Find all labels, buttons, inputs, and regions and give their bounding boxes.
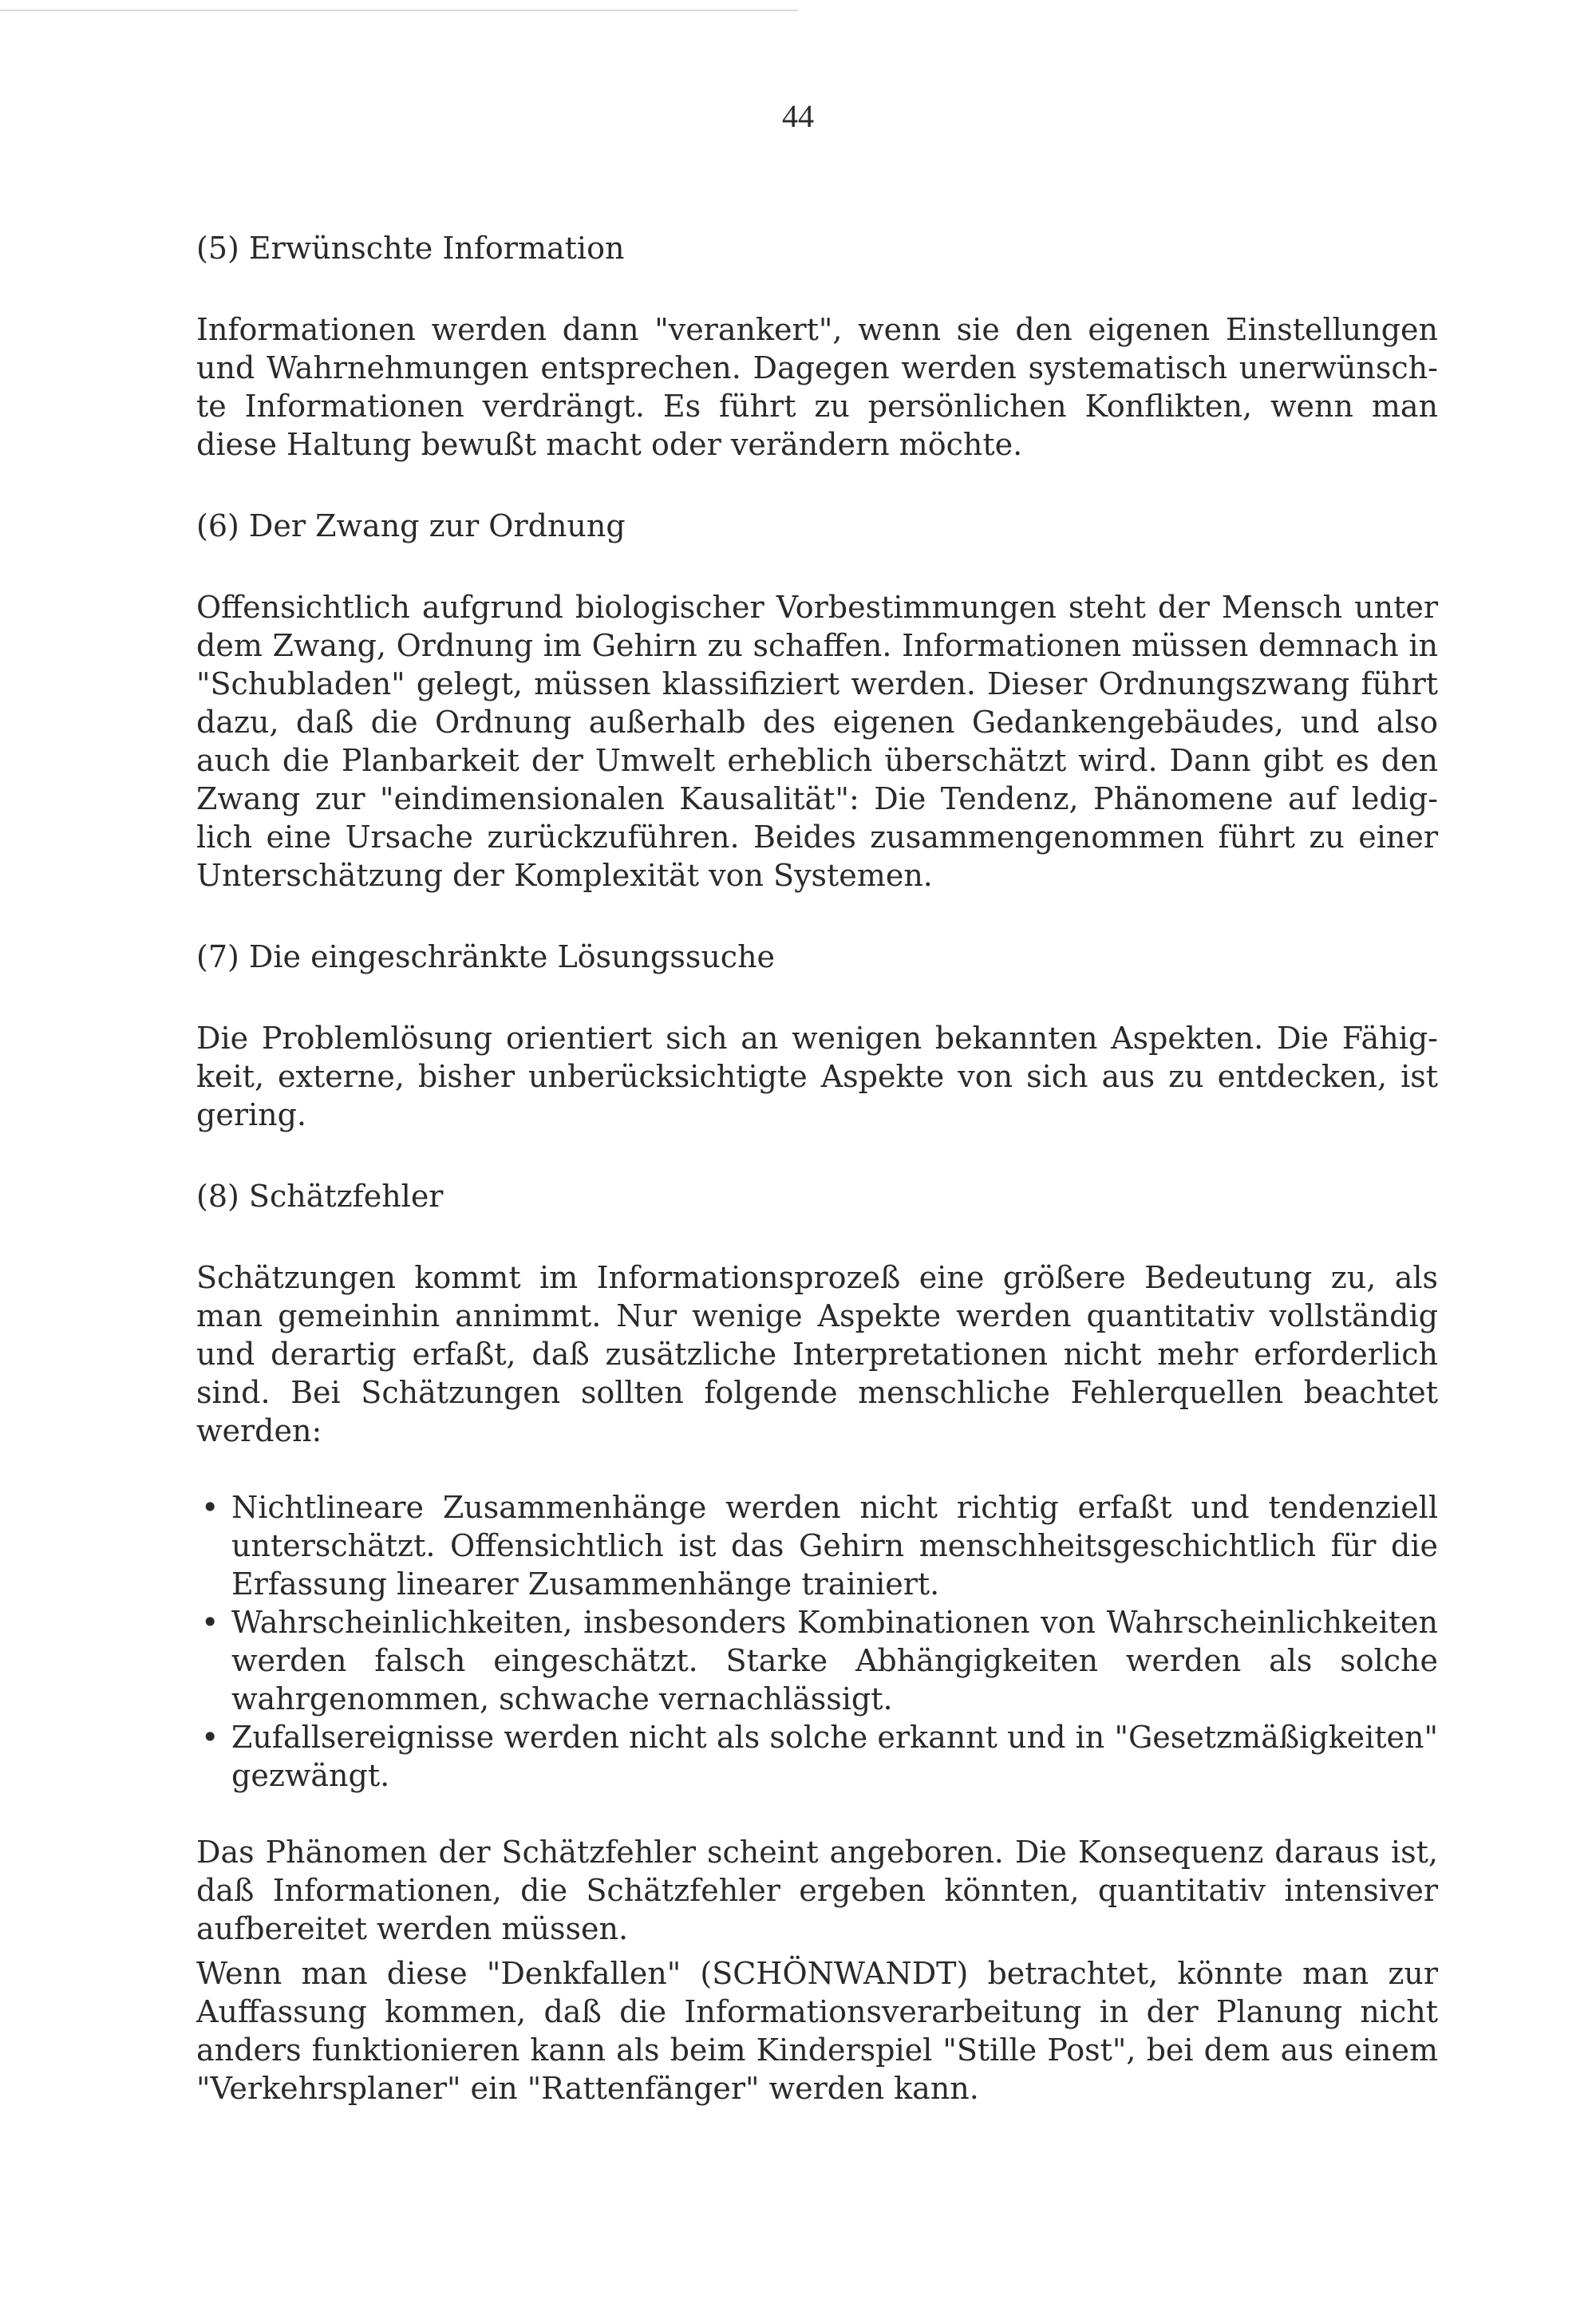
list-item-text: Nichtlineare Zusammenhänge werden nicht richtig erfaßt und tendenziell unterschätzt. Offensichtlich ist das Gehirn menschheitsgeschichtlich für die Erfassung linearer Zusammenhänge trainiert.	[231, 1490, 1438, 1602]
list-item	[196, 1488, 1438, 1603]
list-item	[196, 1718, 1438, 1795]
section-8-paragraph: Schätzungen kommt im Informationsprozeß eine größere Bedeutung zu, als man gemeinhin annimmt. Nur wenige Aspekte werden quantitativ vollständig und derartig erfaßt, daß zusätzliche Interpretationen nicht mehr erforderlich sind. Bei Schätzungen sollten folgende menschliche Fehlerquellen beachtet werden:	[196, 1260, 1438, 1448]
list-item	[196, 1603, 1438, 1718]
section-heading-6: (6) Der Zwang zur Ordnung	[196, 508, 626, 543]
section-6-paragraph: Offensichtlich aufgrund biologischer Vorbestimmungen steht der Mensch unter dem Zwang, Ordnung im Gehirn zu schaffen. Informationen müssen demnach in "Schubladen" gelegt, müssen klassifiziert werden. Dieser Ordnungszwang führt dazu, daß die Ordnung außerhalb des eigenen Gedankengebäudes, und also auch die Planbarkeit der Umwelt erheblich überschätzt wird. Dann gibt es den Zwang zur "eindimensionalen Kausalität": Die Tendenz, Phänomene auf lediglich eine Ursache zurückzuführen. Beides zusammengenommen führt zu einer Unterschätzung der Komplexität von Systemen.	[196, 590, 1438, 893]
bullet-icon: •	[201, 1720, 219, 1755]
list-item-text: Zufallsereignisse werden nicht als solche erkannt und in "Gesetzmäßigkeiten" gezwängt.	[231, 1720, 1438, 1793]
list-item-text: Wahrscheinlichkeiten, insbesonders Kombinationen von Wahrscheinlichkeiten werden falsch eingeschätzt. Starke Abhängigkeiten werden als solche wahrgenommen, schwache vernachlässigt.	[231, 1605, 1438, 1716]
bullet-icon: •	[201, 1605, 219, 1640]
page-body	[196, 229, 1438, 2108]
section-5-paragraph: Informationen werden dann "verankert", wenn sie den eigenen Einstellungen und Wahrnehmungen entsprechen. Dagegen werden systematisch unerwünschte Informationen verdrängt. Es führt zu persönlichen Konflikten, wenn man diese Haltung bewußt macht oder verändern möchte.	[196, 312, 1438, 462]
section-heading-5: (5) Erwünschte Information	[196, 231, 625, 266]
section-heading-7: (7) Die eingeschränkte Lösungssuche	[196, 939, 776, 974]
bullet-icon: •	[201, 1490, 219, 1525]
closing-paragraph-1: Das Phänomen der Schätzfehler scheint angeboren. Die Konsequenz daraus ist, daß Informationen, die Schätzfehler ergeben könnten, quantitativ intensiver aufbereitet werden müssen.	[196, 1835, 1438, 1946]
section-heading-8: (8) Schätzfehler	[196, 1179, 444, 1214]
scan-edge-rule	[0, 10, 798, 11]
error-sources-list	[196, 1488, 1438, 1795]
page-number: 44	[782, 98, 814, 134]
section-7-paragraph: Die Problemlösung orientiert sich an wenigen bekannten Aspekten. Die Fähigkeit, externe, bisher unberücksichtigte Aspekte von sich aus zu entdecken, ist gering.	[196, 1021, 1438, 1132]
closing-paragraph-2: Wenn man diese "Denkfallen" (SCHÖNWANDT) betrachtet, könnte man zur Auffassung kommen, daß die Informationsverarbeitung in der Planung nicht anders funktionieren kann als beim Kinderspiel "Stille Post", bei dem aus einem "Verkehrsplaner" ein "Rattenfänger" werden kann.	[196, 1956, 1438, 2106]
